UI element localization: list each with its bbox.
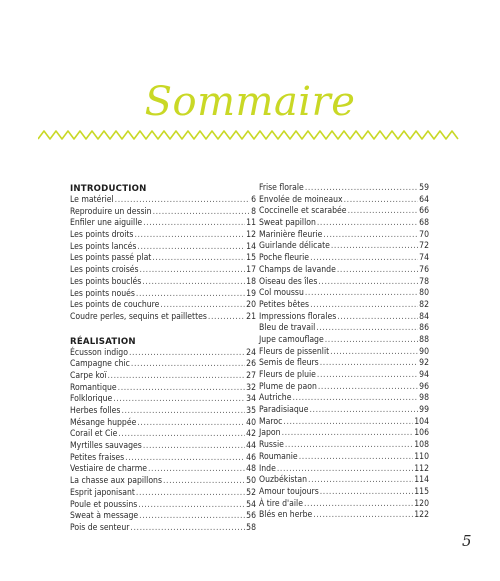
dot-leader	[337, 265, 418, 277]
toc-entry-title: Coccinelle et scarabée	[259, 206, 347, 217]
dot-leader	[283, 417, 413, 429]
dot-leader	[137, 242, 245, 254]
toc-entry	[70, 476, 256, 488]
dot-leader	[325, 335, 418, 347]
dot-leader	[310, 300, 418, 312]
page-title: Sommaire	[144, 79, 356, 125]
toc-entry-page: 20	[246, 300, 256, 311]
toc-entry-title: Les points noués	[70, 288, 135, 299]
dot-leader	[138, 500, 245, 512]
toc-entry-page: 21	[246, 311, 256, 322]
dot-leader	[160, 300, 245, 312]
toc-entry	[70, 300, 256, 312]
toc-entry-page: 112	[414, 463, 429, 474]
toc-entry-page: 68	[419, 218, 429, 229]
dot-leader	[309, 405, 418, 417]
toc-left-column	[70, 183, 256, 535]
toc-entry-page: 54	[246, 499, 256, 510]
toc-entry-page: 34	[246, 394, 256, 405]
toc-entry-title: À tire d'aile	[259, 498, 303, 509]
toc-entry-page: 66	[419, 206, 429, 217]
toc-entry-page: 114	[414, 475, 429, 486]
dot-leader	[142, 277, 245, 289]
dot-leader	[320, 487, 414, 499]
toc-entry-title: Col moussu	[259, 288, 304, 299]
toc-entry-title: Corail et Cie	[70, 429, 118, 440]
dot-leader	[318, 277, 418, 289]
toc-entry	[259, 206, 429, 218]
toc-entry-page: 48	[246, 464, 256, 475]
dot-leader	[118, 429, 245, 441]
dot-leader	[310, 253, 418, 265]
dot-leader	[143, 441, 245, 453]
toc-entry-page: 70	[419, 229, 429, 240]
dot-leader	[282, 428, 414, 440]
toc-entry-page: 92	[419, 358, 429, 369]
dot-leader	[317, 370, 418, 382]
toc-entry-page: 94	[419, 370, 429, 380]
toc-entry-page: 74	[419, 253, 429, 264]
toc-entry-page: 82	[419, 299, 429, 310]
toc-entry-title: Japon	[259, 428, 281, 439]
toc-entry-title: Impressions florales	[259, 311, 337, 322]
dot-leader	[285, 440, 413, 452]
toc-entry	[70, 277, 256, 289]
toc-entry-title: Reproduire un dessin	[70, 206, 152, 217]
toc-entry-page: 26	[246, 359, 256, 370]
toc-entry-title: Les points lancés	[70, 241, 137, 252]
dot-leader	[292, 393, 418, 405]
toc-entry-page: 32	[246, 382, 256, 393]
toc-entry-title: Poule et poussins	[70, 499, 138, 510]
toc-entry-page: 56	[246, 511, 256, 522]
dot-leader	[136, 488, 245, 500]
dot-leader	[320, 358, 418, 370]
toc-entry	[259, 452, 429, 464]
toc-entry-title: Sweat à message	[70, 511, 139, 522]
toc-entry-title: Les points droits	[70, 230, 134, 241]
dot-leader	[163, 476, 245, 488]
dot-leader	[323, 230, 418, 242]
dot-leader	[305, 288, 418, 300]
toc-entry	[70, 195, 256, 207]
dot-leader	[134, 230, 245, 242]
toc-entry-page: 27	[246, 370, 256, 381]
toc-entry-page: 84	[419, 311, 429, 322]
toc-entry-title: Les points bouclés	[70, 276, 142, 287]
toc-entry-page: 72	[419, 241, 429, 252]
toc-entry-page: 98	[419, 393, 429, 404]
dot-leader	[129, 348, 245, 360]
toc-entry-title: Esprit japonisant	[70, 487, 135, 498]
toc-entry	[70, 441, 256, 453]
section-gap	[70, 324, 256, 336]
toc-entry	[70, 394, 256, 406]
section-heading-realisation: RÉALISATION	[70, 336, 136, 347]
toc-entry	[259, 510, 429, 522]
toc-entry-page: 78	[419, 276, 429, 287]
toc-entry-page: 76	[419, 264, 429, 275]
zigzag-divider	[38, 129, 462, 141]
toc-entry-page: 6	[251, 195, 256, 205]
toc-entry	[259, 312, 429, 324]
dot-leader	[337, 312, 418, 324]
toc-entry-title: Vestiaire de charme	[70, 464, 147, 475]
toc-entry	[70, 253, 256, 265]
dot-leader	[113, 394, 245, 406]
toc-entry-title: Mésange huppée	[70, 417, 137, 428]
toc-entry-title: Envolée de moineaux	[259, 194, 343, 205]
toc-entry	[259, 241, 429, 253]
toc-entry-page: 96	[419, 381, 429, 392]
toc-entry	[259, 405, 429, 417]
toc-entry-title: Campagne chic	[70, 359, 130, 370]
toc-entry-title: Les points passé plat	[70, 253, 152, 264]
toc-entry-page: 122	[414, 510, 429, 521]
toc-entry-page: 115	[414, 486, 429, 497]
toc-entry-title: Champs de lavande	[259, 264, 336, 275]
toc-entry-title: Jupe camouflage	[259, 334, 324, 345]
toc-entry-page: 88	[419, 334, 429, 345]
toc-entry-title: Les points de couchure	[70, 300, 160, 311]
toc-entry-title: Myrtilles sauvages	[70, 441, 142, 452]
toc-entry-title: Roumanie	[259, 451, 298, 462]
toc-entry-page: 46	[246, 452, 256, 463]
toc-entry-page: 99	[419, 405, 429, 416]
toc-entry	[259, 382, 429, 394]
toc-entry-page: 11	[246, 218, 256, 229]
dot-leader	[299, 452, 414, 464]
toc-entry	[259, 417, 429, 429]
dot-leader	[348, 206, 419, 218]
dot-leader	[140, 265, 246, 277]
toc-entry	[70, 383, 256, 395]
toc-entry-title: Russie	[259, 440, 284, 451]
toc-entry-title: Écusson indigo	[70, 347, 128, 358]
toc-entry	[259, 253, 429, 265]
toc-entry-title: Folklorique	[70, 394, 113, 405]
toc-entry	[259, 370, 429, 382]
dot-leader	[131, 359, 245, 371]
toc-entry-title: Sweat papillon	[259, 218, 316, 229]
dot-leader	[304, 499, 413, 511]
toc-entry-title: Oiseau des îles	[259, 276, 318, 287]
toc-entry-page: 15	[246, 253, 256, 264]
toc-entry	[259, 358, 429, 370]
toc-entry-page: 120	[414, 498, 429, 509]
toc-entry	[259, 230, 429, 242]
toc-entry	[259, 195, 429, 207]
toc-entry-page: 104	[414, 416, 429, 427]
toc-entry-title: Frise florale	[259, 183, 304, 193]
dot-leader	[317, 218, 418, 230]
toc-entry-title: Semis de fleurs	[259, 358, 319, 369]
toc-entry	[259, 288, 429, 300]
dot-leader	[313, 510, 413, 522]
toc-entry-page: 40	[246, 417, 256, 428]
dot-leader	[108, 371, 246, 383]
toc-list-continued	[259, 183, 429, 522]
toc-entry	[70, 289, 256, 301]
dot-leader	[115, 195, 250, 207]
toc-entry	[259, 475, 429, 487]
toc-entry	[70, 218, 256, 230]
toc-entry-page: 12	[246, 230, 256, 241]
toc-list-introduction	[70, 195, 256, 324]
toc-entry-page: 59	[419, 183, 429, 193]
toc-entry-page: 106	[414, 428, 429, 439]
toc-entry-page: 64	[419, 194, 429, 205]
toc-entry	[259, 440, 429, 452]
toc-entry-title: Carpe koï	[70, 370, 107, 381]
toc-entry-page: 24	[246, 347, 256, 358]
dot-leader	[152, 253, 245, 265]
toc-entry-page: 18	[246, 276, 256, 287]
toc-entry-title: Coudre perles, sequins et paillettes	[70, 311, 207, 322]
toc-entry	[70, 429, 256, 441]
toc-entry	[259, 499, 429, 511]
dot-leader	[305, 183, 418, 195]
toc-entry	[70, 348, 256, 360]
toc-entry-page: 19	[246, 288, 256, 299]
toc-entry	[259, 277, 429, 289]
toc-entry	[70, 242, 256, 254]
toc-entry-title: Inde	[259, 463, 276, 474]
dot-leader	[330, 347, 418, 359]
dot-leader	[153, 207, 251, 219]
toc-entry	[259, 464, 429, 476]
toc-entry-page: 110	[414, 451, 429, 462]
dot-leader	[125, 453, 245, 465]
dot-leader	[137, 418, 245, 430]
toc-entry	[70, 265, 256, 277]
toc-entry	[70, 453, 256, 465]
toc-entry	[70, 500, 256, 512]
section-heading-introduction: INTRODUCTION	[70, 184, 147, 194]
toc-right-column	[259, 183, 429, 522]
toc-entry-title: Bleu de travail	[259, 323, 316, 334]
toc-entry-page: 17	[246, 265, 256, 276]
toc-entry-page: 35	[246, 406, 256, 416]
toc-entry	[259, 300, 429, 312]
toc-entry	[259, 218, 429, 230]
toc-entry	[259, 265, 429, 277]
toc-entry	[259, 428, 429, 440]
page-number: 5	[462, 532, 472, 550]
dot-leader	[130, 523, 245, 535]
toc-entry	[70, 359, 256, 371]
dot-leader	[148, 464, 245, 476]
dot-leader	[318, 382, 418, 394]
toc-entry-title: Fleurs de pissenlit	[259, 346, 330, 357]
toc-entry-page: 108	[414, 440, 429, 451]
dot-leader	[118, 383, 246, 395]
toc-entry	[70, 312, 256, 324]
toc-entry-title: Petites fraises	[70, 452, 125, 463]
dot-leader	[208, 312, 245, 324]
toc-entry-title: Blés en herbe	[259, 510, 313, 521]
toc-entry	[70, 406, 256, 418]
toc-entry	[259, 393, 429, 405]
toc-entry-title: Herbes folles	[70, 406, 121, 416]
toc-entry-title: Autriche	[259, 393, 292, 404]
toc-entry-title: Romantique	[70, 382, 117, 393]
dot-leader	[331, 241, 418, 253]
toc-entry	[70, 230, 256, 242]
toc-entry	[70, 207, 256, 219]
toc-entry	[70, 523, 256, 535]
toc-entry	[259, 323, 429, 335]
dot-leader	[136, 289, 245, 301]
toc-entry-page: 50	[246, 476, 256, 487]
toc-entry-title: Fleurs de pluie	[259, 370, 316, 380]
toc-entry-title: Petites bêtes	[259, 299, 310, 310]
dot-leader	[143, 218, 245, 230]
toc-entry-title: Enfiler une aiguille	[70, 218, 143, 229]
toc-entry-title: Poche fleurie	[259, 253, 310, 264]
toc-entry-page: 42	[246, 429, 256, 440]
toc-entry-page: 86	[419, 323, 429, 334]
toc-entry	[259, 335, 429, 347]
toc-entry	[70, 488, 256, 500]
toc-entry-page: 52	[246, 487, 256, 498]
toc-entry-title: Le matériel	[70, 195, 114, 205]
dot-leader	[308, 475, 413, 487]
toc-entry-page: 80	[419, 288, 429, 299]
toc-entry-page: 8	[251, 206, 256, 217]
toc-entry-page: 44	[246, 441, 256, 452]
toc-entry-page: 58	[246, 522, 256, 533]
dot-leader	[277, 464, 413, 476]
toc-entry-title: Paradisiaque	[259, 405, 309, 416]
toc-entry-title: Les points croisés	[70, 265, 139, 276]
toc-entry-title: Plume de paon	[259, 381, 317, 392]
toc-entry	[259, 347, 429, 359]
toc-entry	[259, 183, 429, 195]
toc-entry	[259, 487, 429, 499]
dot-leader	[121, 406, 245, 418]
toc-entry-title: Maroc	[259, 416, 283, 427]
toc-entry	[70, 418, 256, 430]
toc-entry-title: Guirlande délicate	[259, 241, 330, 252]
toc-entry-title: Pois de senteur	[70, 522, 130, 533]
toc-entry	[70, 371, 256, 383]
dot-leader	[344, 195, 419, 207]
toc-entry	[70, 464, 256, 476]
toc-entry-page: 14	[246, 241, 256, 252]
dot-leader	[139, 511, 245, 523]
toc-entry-title: Amour toujours	[259, 486, 319, 497]
toc-entry-title: La chasse aux papillons	[70, 476, 162, 487]
toc-entry-title: Marinière fleurie	[259, 229, 323, 240]
toc-entry-title: Ouzbékistan	[259, 475, 308, 486]
toc-entry	[70, 511, 256, 523]
dot-leader	[316, 323, 418, 335]
toc-list-realisation	[70, 348, 256, 535]
toc-entry-page: 90	[419, 346, 429, 357]
